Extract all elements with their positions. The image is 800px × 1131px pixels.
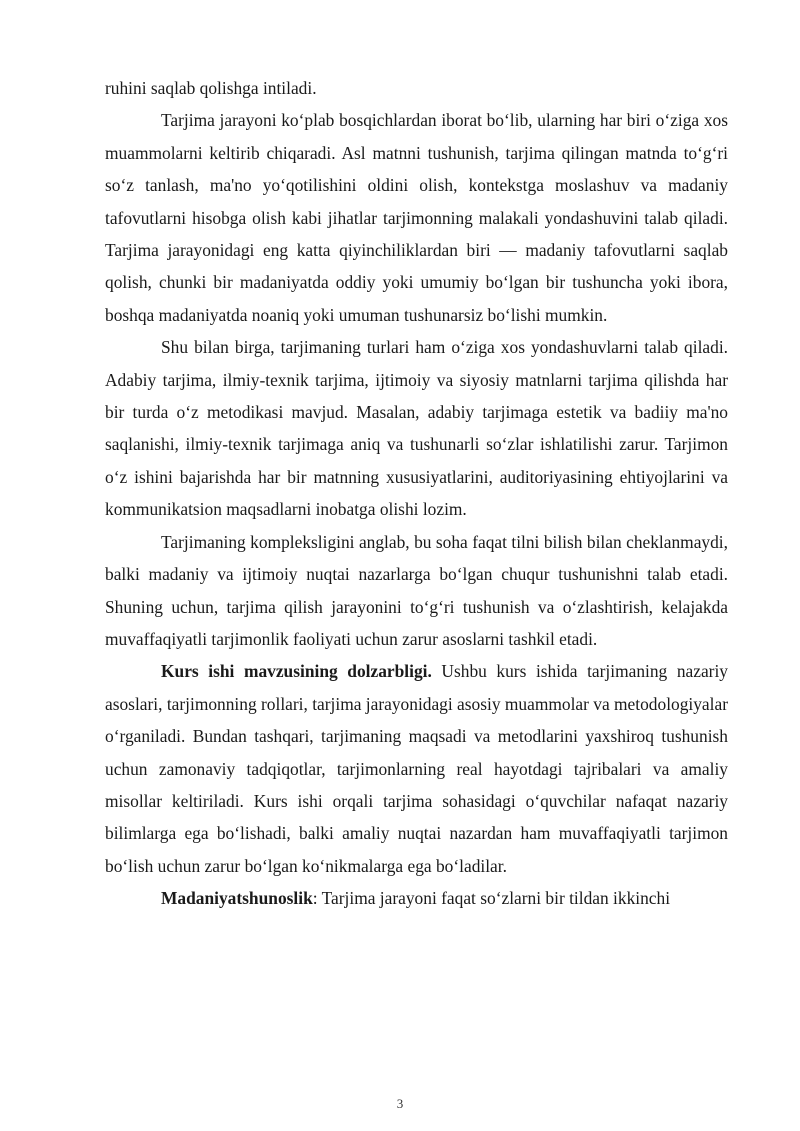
paragraph-translation-types: [105, 331, 728, 525]
paragraph-translation-complexity: [105, 526, 728, 656]
paragraph-text: Tarjima jarayoni koʻplab bosqichlardan iborat boʻlib, ularning har biri oʻziga xos muammolarni keltirib chiqaradi. Asl matnni tushunish, tarjima qilingan matnda toʻgʻri soʻz tanlash, ma'no yoʻqotilishini oldini olish, kontekstga moslashuv va madaniy tafovutlarni hisobga olish kabi jihatlar tarjimonning malakali yondashuvini talab qiladi. Tarjima jarayonidagi eng katta qiyinchiliklardan biri — madaniy tafovutlarni saqlab qolish, chunki bir madaniyatda oddiy yoki umumiy boʻlgan bir tushuncha yoki ibora, boshqa madaniyatda noaniq yoki umuman tushunarsiz boʻlishi mumkin.: [105, 110, 728, 325]
paragraph-text: ruhini saqlab qolishga intiladi.: [105, 78, 317, 98]
paragraph-cultural-studies: [105, 882, 728, 914]
paragraph-separator: :: [312, 888, 322, 909]
paragraph-text: Ushbu kurs ishida tarjimaning nazariy asoslari, tarjimonning rollari, tarjima jarayonidagi asosiy muammolar va metodologiyalar oʻrganiladi. Bundan tashqari, tarjimaning maqsadi va metodlarini yaxshiroq tushunish uchun zamonaviy tadqiqotlar, tarjimonlarning real hayotdagi tajribalari va amaliy misollar keltiriladi. Kurs ishi orqali tarjima sohasidagi oʻquvchilar nafaqat nazariy bilimlarga ega boʻlishadi, balki amaliy nuqtai nazardan ham muvaffaqiyatli tarjimon boʻlish uchun zarur boʻlgan koʻnikmalarga ega boʻladilar.: [105, 661, 728, 876]
paragraph-text: Tarjimaning kompleksligini anglab, bu soha faqat tilni bilish bilan cheklanmaydi, balki madaniy va ijtimoiy nuqtai nazarlarga boʻlgan chuqur tushunishni talab etadi. Shuning uchun, tarjima qilish jarayonini toʻgʻri tushunish va oʻzlashtirish, kelajakda muvaffaqiyatli tarjimonlik faoliyati uchun zarur asoslarni tashkil etadi.: [105, 531, 728, 649]
paragraph-lead-heading: Madaniyatshunoslik: [161, 888, 313, 909]
paragraph-continuation: [105, 72, 728, 104]
paragraph-text: Shu bilan birga, tarjimaning turlari ham oʻziga xos yondashuvlarni talab qiladi. Adabiy tarjima, ilmiy-texnik tarjima, ijtimoiy va siyosiy matnlarni tarjima qilishda har bir turda oʻz metodikasi mavjud. Masalan, adabiy tarjimaga estetik va badiiy ma'no saqlanishi, ilmiy-texnik tarjimaga aniq va tushunarli soʻzlar ishlatilishi zarur. Tarjimon oʻz ishini bajarishda har bir matnning xususiyatlarini, auditoriyasining ehtiyojlarini va kommunikatsion maqsadlarni inobatga olishi lozim.: [105, 337, 728, 520]
paragraph-separator: [432, 661, 442, 681]
paragraph-lead-heading: Kurs ishi mavzusining dolzarbligi.: [161, 661, 432, 682]
paragraph-text: Tarjima jarayoni faqat soʻzlarni bir tildan ikkinchi: [321, 888, 671, 909]
paragraph-relevance: [105, 655, 728, 882]
page-number: 3: [396, 1096, 404, 1111]
document-body: [105, 72, 728, 915]
paragraph-translation-process: [105, 104, 728, 331]
